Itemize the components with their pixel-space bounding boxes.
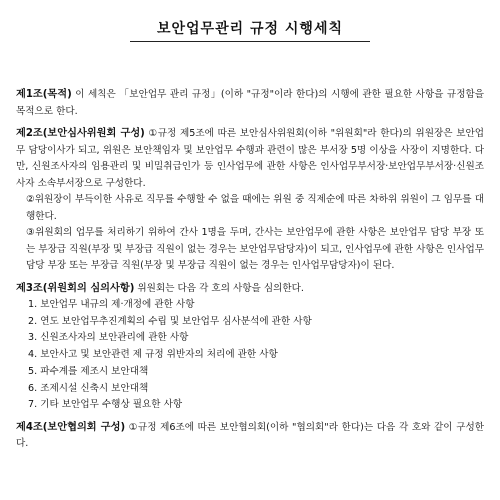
list-item: 3. 신원조사자의 보안관리에 관한 사항 bbox=[28, 332, 189, 344]
article-3-item-list bbox=[16, 297, 484, 414]
article-4 bbox=[16, 420, 484, 453]
article-4-heading: 제4조(보안협의회 구성) bbox=[16, 421, 126, 433]
article-2-paragraph-1: ①규정 제5조에 따른 보안심사위원회(이하 "위원회"라 한다)의 위원장은 보안업무 담당이사가 되고, 위원은 보안책임자 및 보안업무 수행과 관련이 많은 부서장 5명 이상을 사장이 지명한다. 다만, 신원조사자의 임용관리 및 비밀취급인가 등 인사업무에 관한 사항은 인사업무부서장·보안업무부서장·신원조사자 소속부서장으로 구성한다. bbox=[16, 128, 484, 189]
article-2-paragraph-3: ③위원회의 업무를 처리하기 위하여 간사 1명을 두며, 간사는 보안업무에 관한 사항은 보안업무 담당 부장 또는 부장급 직원(부장 및 부장급 직원이 없는 경우는 보안업무담당자)이 되고, 인사업무에 관한 사항은 인사업무 담당 부장 또는 부장급 직원(부장 및 부장급 직원이 없는 경우는 인사업무담당자)이 된다. bbox=[26, 227, 484, 271]
list-item: 7. 기타 보안업무 수행상 필요한 사항 bbox=[28, 399, 183, 411]
document-title: 보안업무관리 규정 시행세칙 bbox=[156, 21, 344, 37]
list-item: 5. 파수계를 제조시 보안대책 bbox=[28, 365, 149, 377]
list-item: 6. 조제시설 신축시 보안대책 bbox=[28, 382, 149, 394]
article-3 bbox=[16, 281, 484, 298]
article-1-heading: 제1조(목적) bbox=[16, 89, 72, 100]
article-2-paragraph-2: ②위원장이 부득이한 사유로 직무를 수행할 수 없을 때에는 위원 중 직제순에 따른 차하위 위원이 그 임무를 대행한다. bbox=[26, 194, 484, 222]
article-3-text: 위원회는 다음 각 호의 사항을 심의한다. bbox=[134, 282, 304, 294]
article-2-heading: 제2조(보안심사위원회 구성) bbox=[16, 128, 145, 139]
document-body bbox=[16, 87, 484, 459]
article-3-heading: 제3조(위원회의 심의사항) bbox=[16, 282, 135, 294]
article-1-text: 이 세칙은 「보안업무 관리 규정」(이하 "규정"이라 한다)의 시행에 관한 필요한 사항을 규정함을 목적으로 한다. bbox=[16, 89, 484, 117]
title-block bbox=[130, 18, 370, 42]
list-item: 2. 연도 보안업무추진계획의 수립 및 보안업무 심사분석에 관한 사항 bbox=[28, 315, 312, 327]
article-1 bbox=[16, 87, 484, 120]
list-item: 1. 보안업무 내규의 제·개정에 관한 사항 bbox=[28, 299, 195, 310]
article-2 bbox=[16, 126, 484, 275]
article-4-text: ①규정 제6조에 따른 보안협의회(이하 "협의회"라 한다)는 다음 각 호와 같이 구성한다. bbox=[16, 421, 484, 450]
list-item: 4. 보안사고 및 보안관련 제 규정 위반자의 처리에 관한 사항 bbox=[28, 349, 278, 361]
